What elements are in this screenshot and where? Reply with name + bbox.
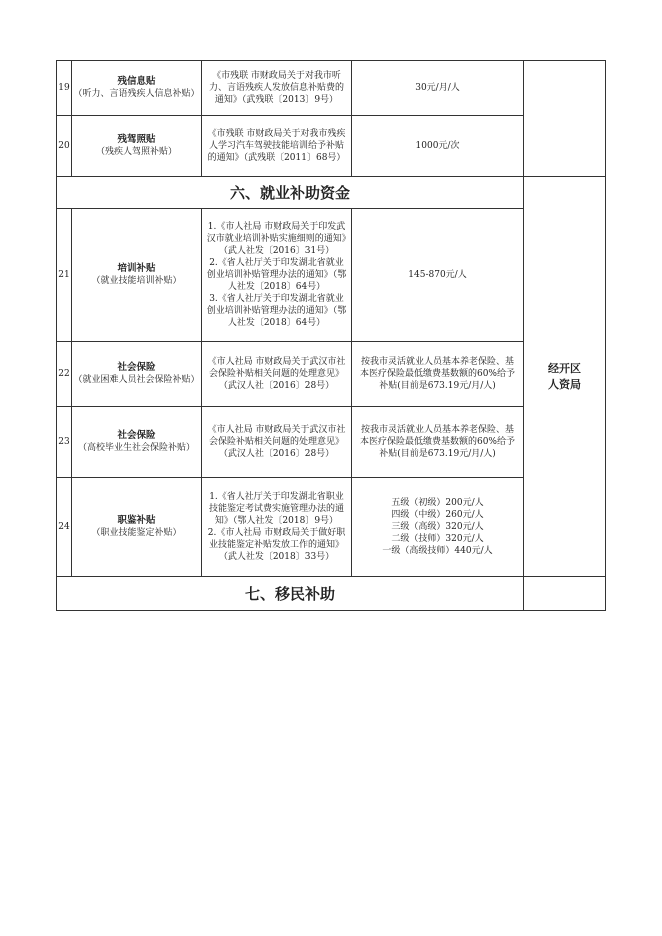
section-title: 六、就业补助资金 — [56, 176, 524, 209]
policy-basis: 1.《市人社局 市财政局关于印发武汉市就业培训补贴实施细则的通知》（武人社发〔2016〕31号） 2.《省人社厅关于印发湖北省就业创业培训补贴管理办法的通知》（鄂人社发〔2018〕64号） 3.《省人社厅关于印发湖北省就业创业培训补贴管理办法的通知》（鄂人社发〔2018〕64号） — [201, 208, 352, 342]
subsidy-name-cell — [71, 115, 202, 177]
subsidy-standard: 按我市灵活就业人员基本养老保险、基本医疗保险最低缴费基数额的60%给予补贴(目前是673.19元/月/人) — [351, 341, 524, 407]
policy-basis: 《市人社局 市财政局关于武汉市社会保险补贴相关问题的处理意见》（武汉人社〔2016〕28号） — [201, 341, 352, 407]
row-number: 21 — [56, 208, 72, 342]
subsidy-subtitle: （高校毕业生社会保险补贴） — [77, 443, 195, 453]
subsidy-name: 职鉴补贴 — [117, 515, 156, 526]
subsidy-name-cell — [71, 208, 202, 342]
row-number: 20 — [56, 115, 72, 177]
subsidy-name: 残信息贴 — [117, 76, 156, 87]
policy-basis: 《市残联 市财政局关于对我市听力、言语残疾人发放信息补贴费的通知》（武残联〔2013〕9号） — [201, 60, 352, 116]
policy-basis: 《市残联 市财政局关于对我市残疾人学习汽车驾驶技能培训给予补贴的通知》（武残联〔2011〕68号） — [201, 115, 352, 177]
subsidy-standard: 30元/月/人 — [351, 60, 524, 116]
subsidy-name-cell — [71, 60, 202, 116]
subsidy-name: 培训补贴 — [117, 263, 156, 274]
row-number: 23 — [56, 406, 72, 478]
subsidy-name-cell — [71, 477, 202, 577]
subsidy-standard: 145-870元/人 — [351, 208, 524, 342]
row-number: 22 — [56, 341, 72, 407]
subsidy-standard: 1000元/次 — [351, 115, 524, 177]
subsidy-name: 残驾照贴 — [117, 134, 156, 145]
subsidy-name: 社会保险 — [117, 362, 156, 373]
policy-basis: 《市人社局 市财政局关于武汉市社会保险补贴相关问题的处理意见》（武汉人社〔2016〕28号） — [201, 406, 352, 478]
subsidy-name: 社会保险 — [117, 430, 156, 441]
subsidy-subtitle: （残疾人驾照补贴） — [95, 147, 177, 157]
dept-cell-bottom — [523, 576, 606, 611]
row-number: 19 — [56, 60, 72, 116]
subsidy-standard: 按我市灵活就业人员基本养老保险、基本医疗保险最低缴费基数额的60%给予补贴(目前是673.19元/月/人) — [351, 406, 524, 478]
dept-cell-top — [523, 60, 606, 177]
subsidy-name-cell — [71, 406, 202, 478]
subsidy-subtitle: （就业技能培训补贴） — [91, 276, 182, 286]
subsidy-name-cell — [71, 341, 202, 407]
policy-basis: 1.《省人社厅关于印发湖北省职业技能鉴定考试费实施管理办法的通知》（鄂人社发〔2018〕9号） 2.《市人社局 市财政局关于做好职业技能鉴定补贴发放工作的通知》（武人社发〔2018〕33号） — [201, 477, 352, 577]
row-number: 24 — [56, 477, 72, 577]
responsible-department: 经开区 人资局 — [523, 176, 606, 577]
subsidy-subtitle: （就业困难人员社会保险补贴） — [73, 375, 200, 385]
subsidy-subtitle: （职业技能鉴定补贴） — [91, 528, 182, 538]
section-title: 七、移民补助 — [56, 576, 524, 611]
subsidy-standard: 五级（初级）200元/人 四级（中级）260元/人 三级（高级）320元/人 二级（技师）320元/人 一级（高级技师）440元/人 — [351, 477, 524, 577]
subsidy-subtitle: （听力、言语残疾人信息补贴） — [73, 89, 200, 99]
